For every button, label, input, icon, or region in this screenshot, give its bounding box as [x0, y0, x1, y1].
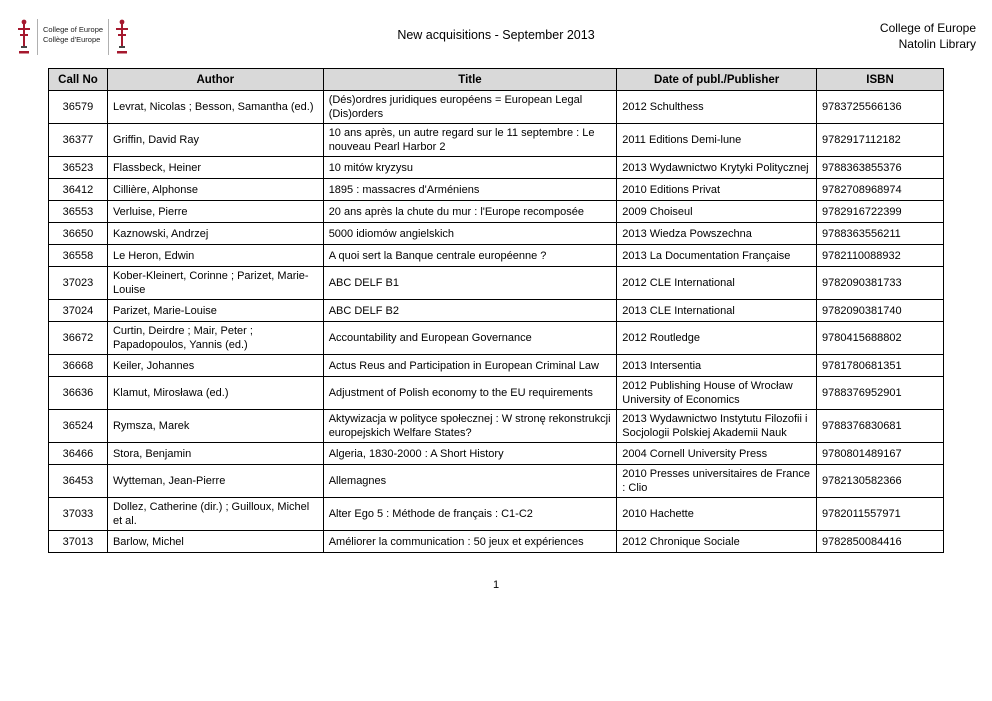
page-header: [20, 18, 976, 64]
cell-title: 10 ans après, un autre regard sur le 11 septembre : Le nouveau Pearl Harbor 2: [323, 124, 617, 157]
cell-author: Griffin, David Ray: [107, 124, 323, 157]
cell-title: 1895 : massacres d'Arméniens: [323, 179, 617, 201]
cell-isbn: 9782090381740: [817, 300, 944, 322]
acquisitions-table: [48, 68, 944, 553]
cell-author: Barlow, Michel: [107, 531, 323, 553]
cell-title: ABC DELF B1: [323, 267, 617, 300]
cell-author: Stora, Benjamin: [107, 443, 323, 465]
table-row: [49, 157, 944, 179]
cell-isbn: 9782130582366: [817, 465, 944, 498]
table-row: [49, 91, 944, 124]
cell-author: Dollez, Catherine (dir.) ; Guilloux, Michel et al.: [107, 498, 323, 531]
cell-author: Klamut, Mirosława (ed.): [107, 377, 323, 410]
column-header-isbn: ISBN: [817, 69, 944, 91]
cell-author: Flassbeck, Heiner: [107, 157, 323, 179]
cell-title: Améliorer la communication : 50 jeux et expériences: [323, 531, 617, 553]
table-row: [49, 179, 944, 201]
table-row: [49, 322, 944, 355]
page-number: 1: [492, 579, 500, 591]
header-right-block: [880, 20, 976, 52]
cell-publisher: 2010 Hachette: [617, 498, 817, 531]
cell-title: 20 ans après la chute du mur : l'Europe recomposée: [323, 201, 617, 223]
cell-publisher: 2012 CLE International: [617, 267, 817, 300]
cell-publisher: 2013 Wydawnictwo Instytutu Filozofii i Socjologii Polskiej Akademii Nauk: [617, 410, 817, 443]
cell-title: Allemagnes: [323, 465, 617, 498]
cell-call-no: 37024: [49, 300, 108, 322]
cell-title: 5000 idiomów angielskich: [323, 223, 617, 245]
header-right-line2: Natolin Library: [898, 37, 976, 51]
cell-isbn: 9782011557971: [817, 498, 944, 531]
cell-isbn: 9782708968974: [817, 179, 944, 201]
cell-author: Cillière, Alphonse: [107, 179, 323, 201]
table-row: [49, 223, 944, 245]
cell-isbn: 9780801489167: [817, 443, 944, 465]
table-body: [49, 91, 944, 553]
cell-isbn: 9782916722399: [817, 201, 944, 223]
cell-isbn: 9788363855376: [817, 157, 944, 179]
logo-wordmark-line2: Collège d'Europe: [43, 35, 101, 44]
cell-author: Kaznowski, Andrzej: [107, 223, 323, 245]
cell-call-no: 36650: [49, 223, 108, 245]
cell-publisher: 2013 Wydawnictwo Krytyki Politycznej: [617, 157, 817, 179]
table-row: [49, 443, 944, 465]
cell-call-no: 36466: [49, 443, 108, 465]
cell-author: Keiler, Johannes: [107, 355, 323, 377]
cell-author: Levrat, Nicolas ; Besson, Samantha (ed.): [107, 91, 323, 124]
header-right-line1: College of Europe: [879, 21, 976, 35]
cell-call-no: 36672: [49, 322, 108, 355]
cell-author: Verluise, Pierre: [107, 201, 323, 223]
column-header-author: Author: [107, 69, 323, 91]
cell-title: Adjustment of Polish economy to the EU requirements: [323, 377, 617, 410]
cell-author: Wytteman, Jean-Pierre: [107, 465, 323, 498]
cell-call-no: 36668: [49, 355, 108, 377]
cell-isbn: 9782110088932: [817, 245, 944, 267]
cell-publisher: 2010 Presses universitaires de France : Clio: [617, 465, 817, 498]
cell-publisher: 2013 Wiedza Powszechna: [617, 223, 817, 245]
cell-isbn: 9788363556211: [817, 223, 944, 245]
table-row: [49, 300, 944, 322]
cell-call-no: 36579: [49, 91, 108, 124]
column-header-publisher: Date of publ./Publisher: [617, 69, 817, 91]
cell-call-no: 36524: [49, 410, 108, 443]
table-row: [49, 267, 944, 300]
table-row: [49, 465, 944, 498]
cell-author: Kober-Kleinert, Corinne ; Parizet, Marie-Louise: [107, 267, 323, 300]
cell-title: A quoi sert la Banque centrale européenne ?: [323, 245, 617, 267]
cell-publisher: 2010 Editions Privat: [617, 179, 817, 201]
cell-title: ABC DELF B2: [323, 300, 617, 322]
cell-call-no: 36553: [49, 201, 108, 223]
cell-author: Rymsza, Marek: [107, 410, 323, 443]
cell-call-no: 37013: [49, 531, 108, 553]
cell-author: Le Heron, Edwin: [107, 245, 323, 267]
cell-isbn: 9788376952901: [817, 377, 944, 410]
cell-publisher: 2013 Intersentia: [617, 355, 817, 377]
column-header-call-no: Call No: [49, 69, 108, 91]
cell-call-no: 36453: [49, 465, 108, 498]
cell-isbn: 9782090381733: [817, 267, 944, 300]
cell-title: Accountability and European Governance: [323, 322, 617, 355]
cell-publisher: 2009 Choiseul: [617, 201, 817, 223]
cell-publisher: 2012 Chronique Sociale: [617, 531, 817, 553]
cell-publisher: 2013 CLE International: [617, 300, 817, 322]
cell-call-no: 36523: [49, 157, 108, 179]
logo-wordmark-line1: College of Europe: [43, 25, 104, 34]
table-row: [49, 410, 944, 443]
table-row: [49, 201, 944, 223]
cell-title: Aktywizacja w polityce społecznej : W stronę rekonstrukcji europejskich Welfare States?: [323, 410, 617, 443]
column-header-title: Title: [323, 69, 617, 91]
cell-publisher: 2011 Editions Demi-lune: [617, 124, 817, 157]
cell-isbn: 9782917112182: [817, 124, 944, 157]
cell-author: Curtin, Deirdre ; Mair, Peter ; Papadopoulos, Yannis (ed.): [107, 322, 323, 355]
page-footer: [20, 579, 972, 591]
cell-call-no: 37023: [49, 267, 108, 300]
cell-title: Alter Ego 5 : Méthode de français : C1-C2: [323, 498, 617, 531]
cell-publisher: 2012 Schulthess: [617, 91, 817, 124]
cell-title: (Dés)ordres juridiques européens = European Legal (Dis)orders: [323, 91, 617, 124]
cell-publisher: 2012 Publishing House of Wrocław University of Economics: [617, 377, 817, 410]
cell-isbn: 9788376830681: [817, 410, 944, 443]
cell-publisher: 2013 La Documentation Française: [617, 245, 817, 267]
cell-call-no: 36377: [49, 124, 108, 157]
cell-call-no: 36636: [49, 377, 108, 410]
table-row: [49, 531, 944, 553]
table-row: [49, 377, 944, 410]
cell-call-no: 36558: [49, 245, 108, 267]
table-row: [49, 498, 944, 531]
cell-isbn: 9782850084416: [817, 531, 944, 553]
cell-call-no: 37033: [49, 498, 108, 531]
page-title: New acquisitions - September 2013: [397, 28, 595, 42]
cell-title: Actus Reus and Participation in European Criminal Law: [323, 355, 617, 377]
cell-isbn: 9783725566136: [817, 91, 944, 124]
cell-title: Algeria, 1830-2000 : A Short History: [323, 443, 617, 465]
cell-publisher: 2004 Cornell University Press: [617, 443, 817, 465]
cell-publisher: 2012 Routledge: [617, 322, 817, 355]
table-row: [49, 355, 944, 377]
cell-author: Parizet, Marie-Louise: [107, 300, 323, 322]
cell-isbn: 9780415688802: [817, 322, 944, 355]
table-header-row: [49, 69, 944, 91]
cell-isbn: 9781780681351: [817, 355, 944, 377]
cell-title: 10 mitów kryzysu: [323, 157, 617, 179]
table-row: [49, 124, 944, 157]
cell-call-no: 36412: [49, 179, 108, 201]
table-row: [49, 245, 944, 267]
